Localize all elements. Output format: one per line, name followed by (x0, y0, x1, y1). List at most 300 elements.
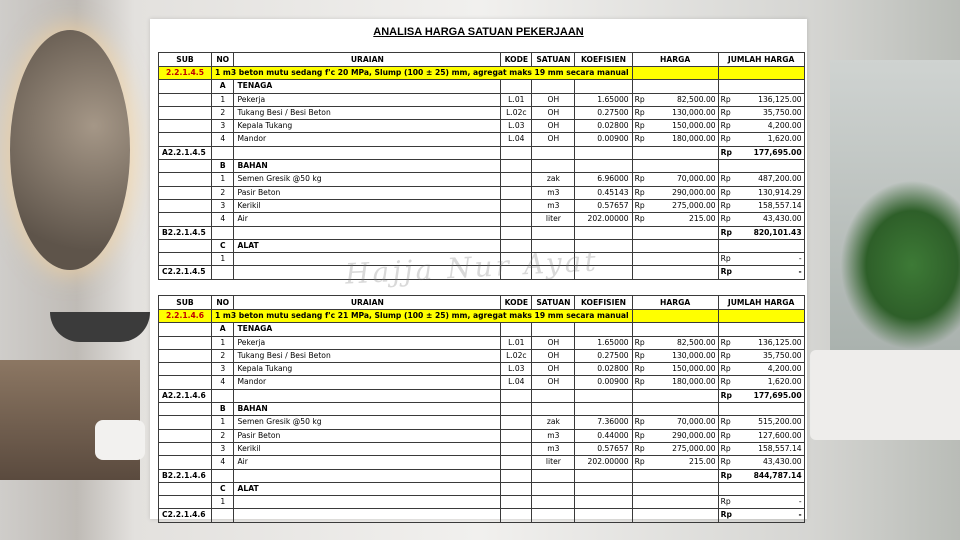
table-cell (159, 442, 212, 455)
spreadsheet-sheet (150, 19, 807, 519)
cell-text: Rp (720, 390, 732, 400)
cell-text: 130,000.00 (672, 350, 716, 360)
table-row (159, 120, 805, 133)
jumlah-cell (718, 120, 804, 133)
group-header-row (159, 160, 805, 173)
cell-text: Rp (634, 457, 645, 467)
subtotal-cell (718, 146, 804, 159)
table-cell: 2 (212, 186, 234, 199)
cell-text: 43,430.00 (762, 214, 802, 224)
cell-text: 215.00 (689, 214, 716, 224)
table-cell (234, 389, 501, 402)
cell-text: Rp (720, 121, 731, 131)
table-cell: TENAGA (234, 323, 501, 336)
table-cell: OH (532, 349, 575, 362)
table-cell (575, 146, 632, 159)
header-koefisien: KOEFISIEN (575, 53, 632, 67)
table-cell: 0.02800 (575, 120, 632, 133)
table-cell (234, 266, 501, 279)
table-cell (159, 93, 212, 106)
table-row (159, 93, 805, 106)
cell-text: 177,695.00 (753, 390, 802, 400)
table-cell: 1 (212, 253, 234, 266)
table-cell (532, 80, 575, 93)
table-cell (632, 403, 718, 416)
table-row (159, 199, 805, 212)
cell-text: 158,557.14 (758, 200, 802, 210)
harga-cell (632, 349, 718, 362)
subtotal-cell (718, 469, 804, 482)
table-cell (501, 213, 532, 226)
table-cell: 1.65000 (575, 93, 632, 106)
table-cell (532, 226, 575, 239)
cell-text: 515,200.00 (758, 417, 802, 427)
table-cell: 4 (212, 376, 234, 389)
cell-text: 180,000.00 (672, 377, 716, 387)
harga-cell (632, 213, 718, 226)
table-cell: zak (532, 416, 575, 429)
cell-text: 844,787.14 (753, 470, 802, 480)
subtotal-row (159, 389, 805, 402)
table-cell: liter (532, 456, 575, 469)
table-cell (501, 456, 532, 469)
table-row (159, 336, 805, 349)
cell-text: - (798, 254, 802, 264)
table-cell: B (212, 403, 234, 416)
table-cell: 2 (212, 429, 234, 442)
cell-text: Rp (720, 457, 731, 467)
table-cell (212, 146, 234, 159)
table-cell (718, 239, 804, 252)
table-cell (532, 403, 575, 416)
table-cell: OH (532, 133, 575, 146)
subtotal-row (159, 266, 805, 279)
sheet-title: ANALISA HARGA SATUAN PEKERJAAN (373, 26, 584, 38)
table-cell (159, 253, 212, 266)
table-cell (632, 266, 718, 279)
jumlah-cell (718, 376, 804, 389)
table-cell (532, 239, 575, 252)
table-cell (501, 186, 532, 199)
table-cell (501, 226, 532, 239)
table-row (159, 133, 805, 146)
cell-text: 130,000.00 (672, 107, 716, 117)
background-bathtub (810, 350, 960, 440)
harga-cell (632, 93, 718, 106)
cell-text: Rp (720, 443, 731, 453)
table-cell (159, 120, 212, 133)
cell-text: Rp (720, 267, 732, 277)
table-cell: Pekerja (234, 336, 501, 349)
table-cell: Kerikil (234, 442, 501, 455)
table-cell (718, 160, 804, 173)
cell-text: Rp (634, 430, 645, 440)
table-cell: OH (532, 106, 575, 119)
table-cell (718, 323, 804, 336)
table-cell (718, 482, 804, 495)
table-cell: Semen Gresik @50 kg (234, 173, 501, 186)
table-cell (718, 403, 804, 416)
table-row (159, 456, 805, 469)
table-cell (632, 67, 718, 80)
group-header-row (159, 482, 805, 495)
cell-text: Rp (720, 174, 731, 184)
table-cell (501, 323, 532, 336)
table-row (159, 376, 805, 389)
subtotal-row (159, 146, 805, 159)
table-cell: L.01 (501, 336, 532, 349)
header-jumlah: JUMLAH HARGA (718, 296, 804, 310)
harga-cell (632, 173, 718, 186)
table-cell (575, 389, 632, 402)
table-cell (575, 266, 632, 279)
table-cell: B (212, 160, 234, 173)
cell-text: Rp (634, 94, 645, 104)
table-cell (575, 80, 632, 93)
item-code: 2.2.1.4.5 (159, 67, 212, 80)
table-cell: 0.57657 (575, 199, 632, 212)
jumlah-cell (718, 173, 804, 186)
table-cell (632, 160, 718, 173)
table-cell: m3 (532, 186, 575, 199)
table-cell: 7.36000 (575, 416, 632, 429)
harga-cell (632, 442, 718, 455)
cell-text: Rp (720, 377, 731, 387)
jumlah-cell (718, 213, 804, 226)
harga-cell (632, 416, 718, 429)
table-cell (501, 442, 532, 455)
table-cell: Mandor (234, 376, 501, 389)
header-satuan: SATUAN (532, 296, 575, 310)
table-cell: Tukang Besi / Besi Beton (234, 349, 501, 362)
cell-text: 130,914.29 (758, 187, 802, 197)
table-cell (501, 509, 532, 522)
table-cell (575, 239, 632, 252)
table-cell: Tukang Besi / Besi Beton (234, 106, 501, 119)
table-cell: 0.57657 (575, 442, 632, 455)
table-cell (575, 496, 632, 509)
table-cell (159, 403, 212, 416)
jumlah-cell (718, 442, 804, 455)
table-cell (718, 310, 804, 323)
table-cell (234, 469, 501, 482)
table-cell: 0.02800 (575, 363, 632, 376)
table-cell: ALAT (234, 239, 501, 252)
table-cell (718, 80, 804, 93)
cell-text: Rp (634, 187, 645, 197)
cell-text: 275,000.00 (672, 443, 716, 453)
cell-text: Rp (720, 417, 731, 427)
table-cell (234, 253, 501, 266)
table-cell: Pasir Beton (234, 429, 501, 442)
table-cell (532, 146, 575, 159)
table-cell (159, 106, 212, 119)
table-cell (632, 80, 718, 93)
cell-text: 43,430.00 (762, 457, 802, 467)
table-cell: Air (234, 213, 501, 226)
item-title: 1 m3 beton mutu sedang f'c 20 MPa, Slump (100 ± 25) mm, agregat maks 19 mm secara manual (212, 67, 633, 80)
table-row (159, 429, 805, 442)
table-cell (159, 496, 212, 509)
table-cell: Pasir Beton (234, 186, 501, 199)
subtotal-row (159, 509, 805, 522)
subtotal-cell (718, 226, 804, 239)
cell-text: Rp (720, 430, 731, 440)
table-cell: 0.00900 (575, 133, 632, 146)
cell-text: - (798, 510, 802, 520)
table-cell (532, 160, 575, 173)
cell-text: 487,200.00 (758, 174, 802, 184)
table-cell (159, 363, 212, 376)
table-cell: L.03 (501, 120, 532, 133)
table-cell (575, 253, 632, 266)
item-title: 1 m3 beton mutu sedang f'c 21 MPa, Slump (100 ± 25) mm, agregat maks 19 mm secara manual (212, 310, 633, 323)
cell-text: Rp (720, 227, 732, 237)
subtotal-cell (718, 496, 804, 509)
item-code: 2.2.1.4.6 (159, 310, 212, 323)
table-cell (159, 456, 212, 469)
jumlah-cell (718, 106, 804, 119)
table-cell (159, 323, 212, 336)
table-cell: Kepala Tukang (234, 363, 501, 376)
table-cell (632, 469, 718, 482)
header-satuan: SATUAN (532, 53, 575, 67)
table-cell (532, 253, 575, 266)
table-cell (501, 253, 532, 266)
cell-text: Rp (720, 107, 731, 117)
header-koefisien: KOEFISIEN (575, 296, 632, 310)
cell-text: Rp (720, 254, 731, 264)
table-cell (234, 146, 501, 159)
header-sub: SUB (159, 53, 212, 67)
table-row (159, 349, 805, 362)
cell-text: - (798, 267, 802, 277)
table-cell: 4 (212, 456, 234, 469)
table-cell: 202.00000 (575, 456, 632, 469)
subtotal-row (159, 226, 805, 239)
table-cell (632, 496, 718, 509)
cell-text: Rp (634, 350, 645, 360)
table-cell (501, 173, 532, 186)
cell-text: 35,750.00 (762, 107, 802, 117)
cell-text: Rp (634, 174, 645, 184)
table-cell: C (212, 482, 234, 495)
harga-cell (632, 429, 718, 442)
cell-text: Rp (720, 200, 731, 210)
jumlah-cell (718, 429, 804, 442)
harga-cell (632, 376, 718, 389)
table-cell (532, 469, 575, 482)
table-cell (632, 323, 718, 336)
cell-text: 158,557.14 (758, 443, 802, 453)
table-cell (159, 349, 212, 362)
table-cell: 0.00900 (575, 376, 632, 389)
table-cell: 1.65000 (575, 336, 632, 349)
table-cell: OH (532, 376, 575, 389)
table-cell: 4 (212, 213, 234, 226)
table-cell (632, 253, 718, 266)
table-row (159, 442, 805, 455)
cell-text: Rp (720, 337, 731, 347)
table-cell (159, 213, 212, 226)
table-cell (501, 389, 532, 402)
table-cell (575, 482, 632, 495)
table-cell: 0.27500 (575, 349, 632, 362)
item-title-row (159, 67, 805, 80)
cell-text: 150,000.00 (672, 364, 716, 374)
cell-text: Rp (720, 214, 731, 224)
subtotal-cell (718, 389, 804, 402)
table-cell (575, 226, 632, 239)
table-cell: 1 (212, 496, 234, 509)
table-cell (501, 199, 532, 212)
harga-cell (632, 120, 718, 133)
table-cell: C2.2.1.4.6 (159, 509, 212, 522)
table-cell (212, 469, 234, 482)
table-row (159, 253, 805, 266)
table-cell: OH (532, 336, 575, 349)
table-cell (159, 429, 212, 442)
table-cell (575, 403, 632, 416)
cell-text: 4,200.00 (767, 364, 802, 374)
table-row (159, 173, 805, 186)
cell-text: Rp (720, 350, 731, 360)
header-uraian: URAIAN (234, 296, 501, 310)
harga-cell (632, 106, 718, 119)
table-cell: 1 (212, 416, 234, 429)
table-cell (234, 496, 501, 509)
harga-cell (632, 133, 718, 146)
table-cell: OH (532, 363, 575, 376)
table-row (159, 416, 805, 429)
cell-text: 70,000.00 (676, 174, 716, 184)
table-cell: L.04 (501, 133, 532, 146)
table-cell: 202.00000 (575, 213, 632, 226)
table-cell (159, 482, 212, 495)
cell-text: Rp (634, 200, 645, 210)
table-cell (159, 239, 212, 252)
watermark: Hajja Nur Ayat (344, 244, 600, 291)
cell-text: Rp (720, 94, 731, 104)
table-cell: m3 (532, 442, 575, 455)
table-cell (632, 146, 718, 159)
cell-text: 820,101.43 (753, 227, 802, 237)
table-cell (532, 496, 575, 509)
table-cell (159, 160, 212, 173)
table-cell: 3 (212, 199, 234, 212)
table-row (159, 106, 805, 119)
table-cell: m3 (532, 429, 575, 442)
table-cell (501, 146, 532, 159)
table-cell: A2.2.1.4.6 (159, 389, 212, 402)
table-cell: A (212, 323, 234, 336)
analysis-table-1 (158, 52, 805, 280)
table-cell (532, 266, 575, 279)
table-cell: 1 (212, 173, 234, 186)
table-cell (575, 160, 632, 173)
header-no: NO (212, 53, 234, 67)
jumlah-cell (718, 133, 804, 146)
subtotal-cell (718, 509, 804, 522)
analysis-table-2 (158, 295, 805, 523)
cell-text: 180,000.00 (672, 134, 716, 144)
table-cell (501, 482, 532, 495)
subtotal-cell (718, 266, 804, 279)
header-harga: HARGA (632, 53, 718, 67)
table-cell: B2.2.1.4.5 (159, 226, 212, 239)
table-cell: C (212, 239, 234, 252)
table-cell: 0.27500 (575, 106, 632, 119)
table-header-row (159, 53, 805, 67)
background-mirror (10, 30, 130, 270)
table-cell (159, 416, 212, 429)
jumlah-cell (718, 336, 804, 349)
table-cell (212, 226, 234, 239)
cell-text: - (798, 497, 802, 507)
subtotal-cell (718, 253, 804, 266)
table-row (159, 496, 805, 509)
harga-cell (632, 199, 718, 212)
header-harga: HARGA (632, 296, 718, 310)
table-row (159, 363, 805, 376)
table-cell: 6.96000 (575, 173, 632, 186)
jumlah-cell (718, 199, 804, 212)
table-cell (632, 509, 718, 522)
table-cell: 0.45143 (575, 186, 632, 199)
table-cell: 3 (212, 363, 234, 376)
table-cell (159, 199, 212, 212)
cell-text: 70,000.00 (676, 417, 716, 427)
item-title-row (159, 310, 805, 323)
table-cell: Mandor (234, 133, 501, 146)
jumlah-cell (718, 456, 804, 469)
table-cell (532, 323, 575, 336)
cell-text: 35,750.00 (762, 350, 802, 360)
harga-cell (632, 363, 718, 376)
table-cell: L.02c (501, 106, 532, 119)
table-cell (575, 509, 632, 522)
table-cell: 1 (212, 93, 234, 106)
cell-text: Rp (634, 417, 645, 427)
group-header-row (159, 403, 805, 416)
table-cell (159, 376, 212, 389)
header-uraian: URAIAN (234, 53, 501, 67)
table-cell (159, 336, 212, 349)
jumlah-cell (718, 349, 804, 362)
background-plant (840, 180, 960, 350)
table-cell (532, 509, 575, 522)
cell-text: 136,125.00 (758, 337, 802, 347)
table-cell (159, 173, 212, 186)
table-cell: OH (532, 120, 575, 133)
table-cell: C2.2.1.4.5 (159, 266, 212, 279)
header-no: NO (212, 296, 234, 310)
table-cell (501, 416, 532, 429)
table-cell (718, 67, 804, 80)
table-cell: zak (532, 173, 575, 186)
cell-text: 4,200.00 (767, 121, 802, 131)
cell-text: Rp (634, 443, 645, 453)
cell-text: Rp (634, 134, 645, 144)
table-cell: Kepala Tukang (234, 120, 501, 133)
header-jumlah: JUMLAH HARGA (718, 53, 804, 67)
harga-cell (632, 336, 718, 349)
table-cell (501, 80, 532, 93)
table-cell (532, 389, 575, 402)
cell-text: Rp (634, 364, 645, 374)
cell-text: 136,125.00 (758, 94, 802, 104)
group-header-row (159, 80, 805, 93)
